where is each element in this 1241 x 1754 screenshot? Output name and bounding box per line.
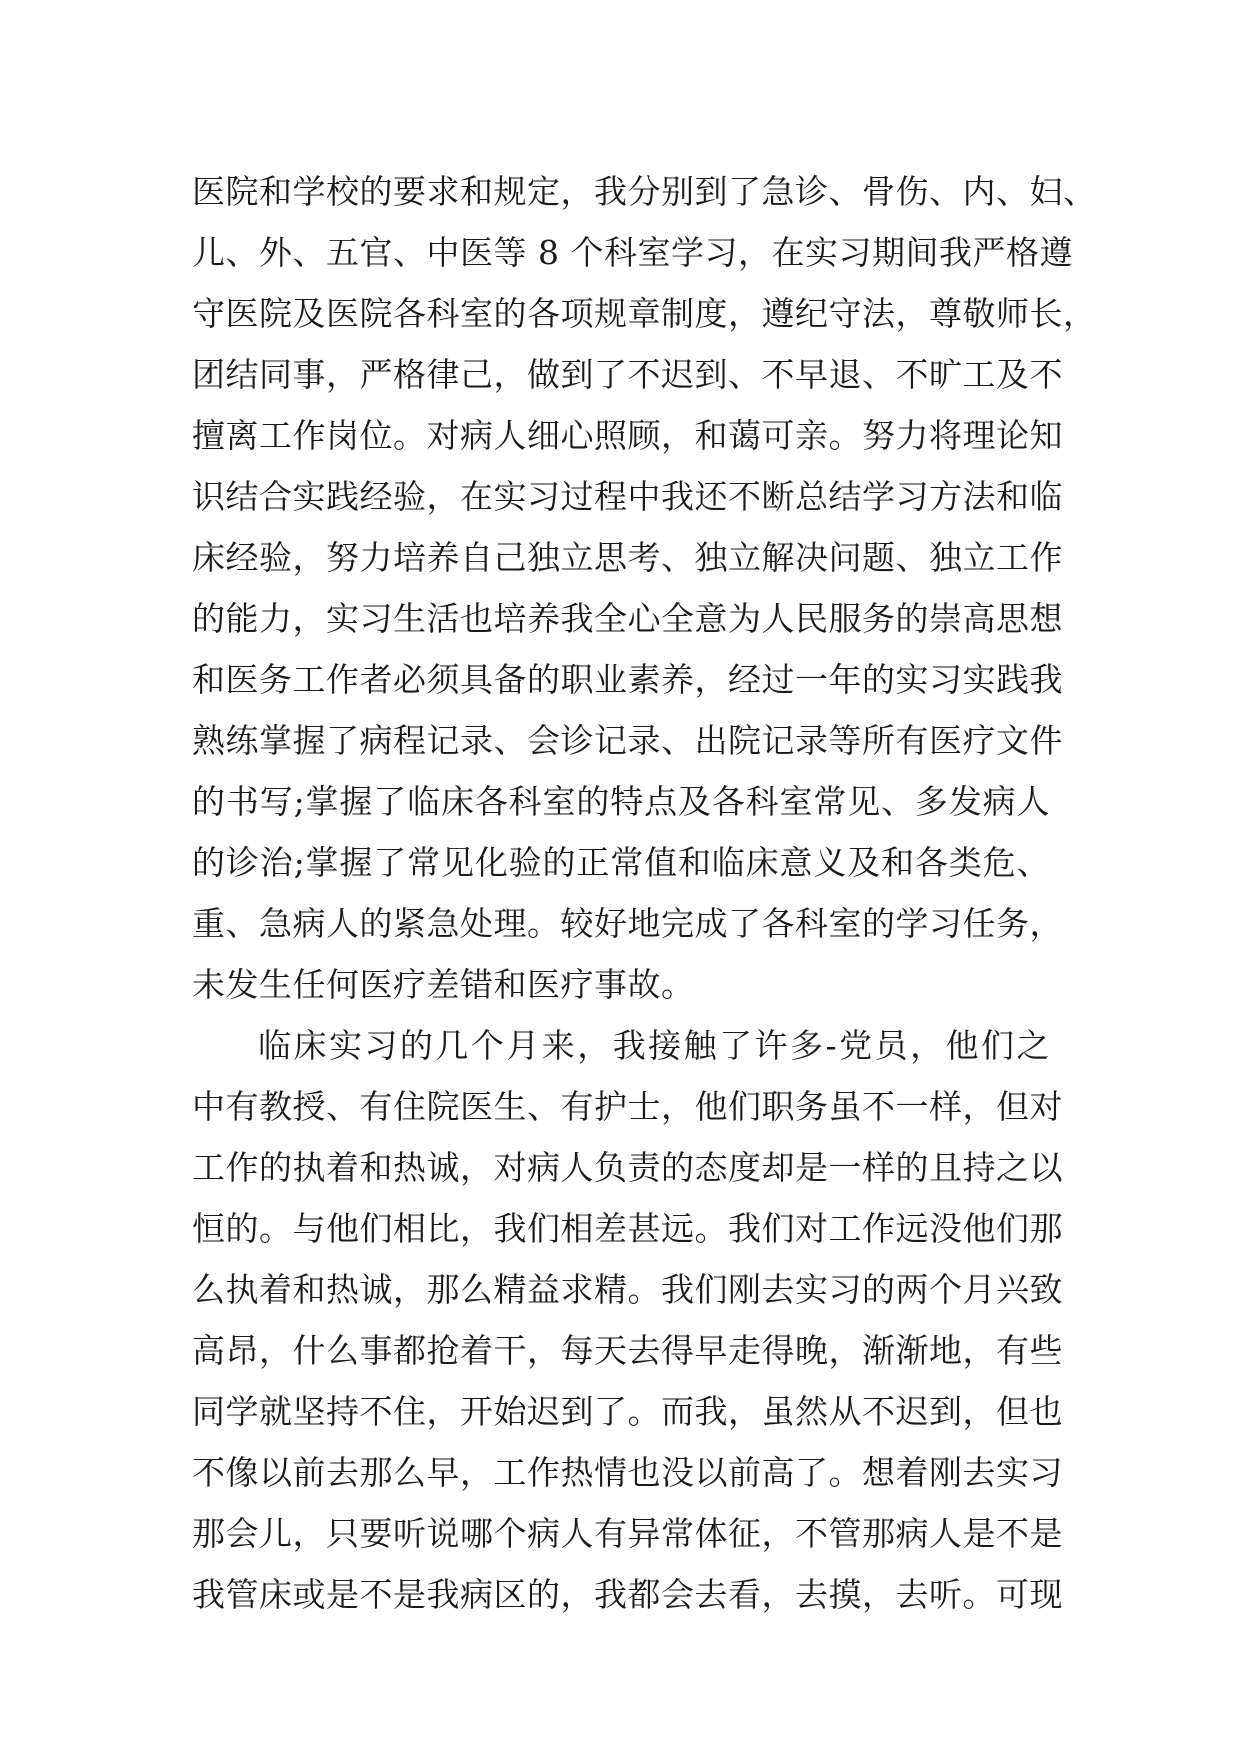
text-line: 的能力，实习生活也培养我全心全意为人民服务的崇高思想 bbox=[192, 599, 1063, 638]
text-line: 擅离工作岗位。对病人细心照顾，和蔼可亲。努力将理论知 bbox=[192, 416, 1063, 455]
text-line: 中有教授、有住院医生、有护士，他们职务虽不一样，但对 bbox=[192, 1087, 1063, 1126]
text-line: 医院和学校的要求和规定，我分别到了急诊、骨伤、内、妇、 bbox=[192, 172, 1097, 211]
text-line: 守医院及医院各科室的各项规章制度，遵纪守法，尊敬师长， bbox=[192, 294, 1097, 333]
text-line: 我管床或是不是我病区的，我都会去看，去摸，去听。可现 bbox=[192, 1575, 1063, 1614]
text-line: 未发生任何医疗差错和医疗事故。 bbox=[192, 965, 695, 1004]
text-line: 床经验，努力培养自己独立思考、独立解决问题、独立工作 bbox=[192, 538, 1063, 577]
text-line: 儿、外、五官、中医等 8 个科室学习，在实习期间我严格遵 bbox=[192, 233, 1073, 272]
text-line: 恒的。与他们相比，我们相差甚远。我们对工作远没他们那 bbox=[192, 1209, 1063, 1248]
text-line: 同学就坚持不住，开始迟到了。而我，虽然从不迟到，但也 bbox=[192, 1392, 1063, 1431]
text-line: 么执着和热诚，那么精益求精。我们刚去实习的两个月兴致 bbox=[192, 1270, 1063, 1309]
paragraph bbox=[192, 1015, 1063, 1625]
text-line: 不像以前去那么早，工作热情也没以前高了。想着刚去实习 bbox=[192, 1453, 1063, 1492]
text-line: 和医务工作者必须具备的职业素养，经过一年的实习实践我 bbox=[192, 660, 1063, 699]
text-line: 临床实习的几个月来，我接触了许多-党员，他们之 bbox=[258, 1026, 1050, 1065]
text-line: 高昂，什么事都抢着干，每天去得早走得晚，渐渐地，有些 bbox=[192, 1331, 1063, 1370]
text-line: 的书写;掌握了临床各科室的特点及各科室常见、多发病人 bbox=[192, 782, 1050, 821]
paragraph bbox=[192, 161, 1097, 1015]
text-line: 团结同事，严格律己，做到了不迟到、不早退、不旷工及不 bbox=[192, 355, 1063, 394]
text-line: 的诊治;掌握了常见化验的正常值和临床意义及和各类危、 bbox=[192, 843, 1050, 882]
text-line: 识结合实践经验，在实习过程中我还不断总结学习方法和临 bbox=[192, 477, 1063, 516]
document-body bbox=[192, 161, 1097, 1625]
text-line: 重、急病人的紧急处理。较好地完成了各科室的学习任务， bbox=[192, 904, 1063, 943]
text-line: 工作的执着和热诚，对病人负责的态度却是一样的且持之以 bbox=[192, 1148, 1063, 1187]
text-line: 那会儿，只要听说哪个病人有异常体征，不管那病人是不是 bbox=[192, 1514, 1063, 1553]
text-line: 熟练掌握了病程记录、会诊记录、出院记录等所有医疗文件 bbox=[192, 721, 1063, 760]
